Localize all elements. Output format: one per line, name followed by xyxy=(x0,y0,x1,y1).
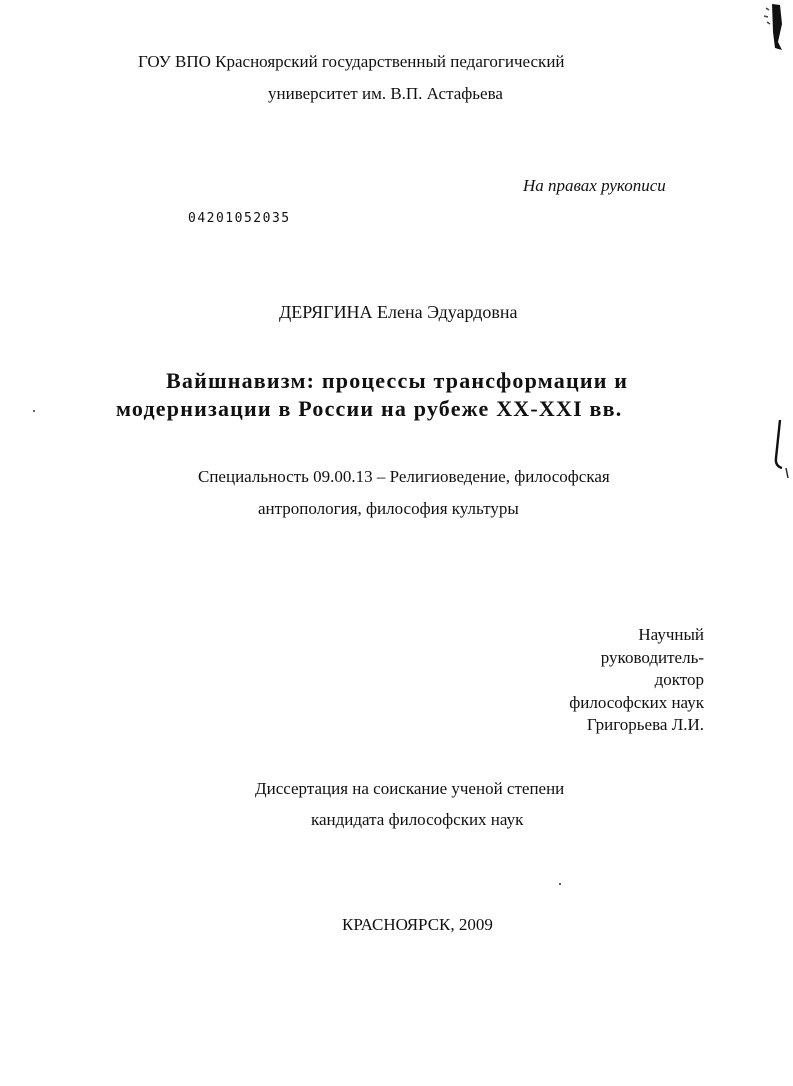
scan-speck xyxy=(33,410,35,412)
institution-line-2: университет им. В.П. Астафьева xyxy=(268,84,503,103)
specialty-line-2: антропология, философия культуры xyxy=(258,499,519,518)
degree-line-1: Диссертация на соискание ученой степени xyxy=(255,779,565,798)
institution-line-1: ГОУ ВПО Красноярский государственный педагогический xyxy=(138,52,565,71)
scan-speck xyxy=(559,883,561,885)
dissertation-title-line-1: Вайшнавизм: процессы трансформации и xyxy=(166,368,629,393)
dissertation-title-line-2: модернизации в России на рубеже XX-XXI вв. xyxy=(116,396,623,421)
supervisor-line: Научный xyxy=(638,625,704,644)
scan-mark-top-right xyxy=(758,2,790,52)
supervisor-line: доктор xyxy=(654,670,704,689)
supervisor-line: руководитель- xyxy=(600,647,704,667)
specialty-line-1: Специальность 09.00.13 – Религиоведение, философская xyxy=(198,467,610,486)
registration-number: 04201052035 xyxy=(188,211,291,226)
manuscript-rights-note: На правах рукописи xyxy=(523,176,666,195)
pen-stroke-right-margin xyxy=(766,418,790,482)
degree-line-2: кандидата философских наук xyxy=(311,810,524,829)
author-name: ДЕРЯГИНА Елена Эдуардовна xyxy=(279,302,518,322)
supervisor-line: философских наук xyxy=(569,692,704,712)
supervisor-block xyxy=(480,624,704,737)
supervisor-line: Григорьева Л.И. xyxy=(586,715,704,734)
city-year: КРАСНОЯРСК, 2009 xyxy=(342,915,493,934)
